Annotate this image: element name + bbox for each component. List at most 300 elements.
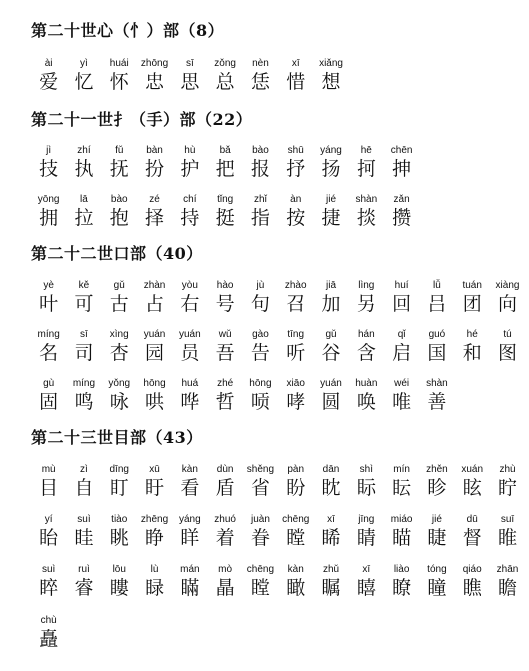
character-entry xyxy=(349,464,384,499)
pinyin-label: xiǎng xyxy=(319,58,343,69)
character-entry xyxy=(243,464,278,499)
pinyin-label: tú xyxy=(503,329,512,340)
pinyin-label: ruì xyxy=(78,564,90,575)
character-entry xyxy=(384,464,419,499)
chinese-character: 瞳 xyxy=(427,577,447,599)
character-entry xyxy=(384,194,419,229)
chinese-character: 句 xyxy=(250,293,270,315)
pinyin-label: zhàn xyxy=(143,280,166,291)
chinese-character: 团 xyxy=(462,293,482,315)
character-entry xyxy=(102,145,137,180)
chinese-character: 瞧 xyxy=(462,577,482,599)
pinyin-label: yáng xyxy=(320,145,342,156)
chinese-character: 自 xyxy=(74,477,94,499)
character-entry xyxy=(102,280,137,315)
chinese-character: 可 xyxy=(74,293,94,315)
pinyin-label: hōng xyxy=(143,378,166,389)
character-entry xyxy=(137,280,172,315)
chinese-character: 告 xyxy=(250,342,270,364)
section-heading-hand-radical: 第二十一世扌（手）部（22） xyxy=(31,110,253,129)
chinese-character: 拉 xyxy=(74,207,94,229)
character-entry xyxy=(243,145,278,180)
char-row xyxy=(31,378,455,413)
character-entry xyxy=(313,329,348,364)
chinese-character: 瞐 xyxy=(215,577,235,599)
pinyin-label: shū xyxy=(287,145,304,156)
pinyin-label: lìng xyxy=(358,280,375,291)
pinyin-label: tuán xyxy=(462,280,482,291)
chinese-character: 瞻 xyxy=(498,577,518,599)
pinyin-label: xìng xyxy=(109,329,129,340)
character-entry xyxy=(455,514,490,549)
character-entry xyxy=(137,58,172,93)
pinyin-label: suì xyxy=(77,514,91,525)
character-entry xyxy=(313,464,348,499)
pinyin-label: zé xyxy=(149,194,160,205)
character-entry xyxy=(243,280,278,315)
chinese-character: 瞰 xyxy=(286,577,306,599)
character-entry xyxy=(278,194,313,229)
chinese-character: 瞞 xyxy=(180,577,200,599)
chinese-character: 另 xyxy=(356,293,376,315)
chinese-character: 看 xyxy=(180,477,200,499)
pinyin-label: chēng xyxy=(282,514,310,525)
character-entry xyxy=(172,514,207,549)
pinyin-label: mán xyxy=(180,564,200,575)
chinese-character: 瞭 xyxy=(392,577,412,599)
chinese-character: 古 xyxy=(109,293,129,315)
pinyin-label: zhǐ xyxy=(254,194,267,205)
chinese-character: 叶 xyxy=(39,293,59,315)
char-row xyxy=(31,280,525,315)
section-heading-mouth-radical: 第二十二世口部（40） xyxy=(31,244,203,263)
character-entry xyxy=(313,564,348,599)
pinyin-label: yè xyxy=(43,280,54,291)
pinyin-label: gào xyxy=(252,329,269,340)
chinese-character: 右 xyxy=(180,293,200,315)
chinese-character: 督 xyxy=(462,527,482,549)
pinyin-label: hào xyxy=(216,280,234,291)
chinese-character: 扬 xyxy=(321,158,341,180)
chinese-character: 技 xyxy=(39,158,59,180)
chinese-character: 瞦 xyxy=(356,577,376,599)
character-entry xyxy=(419,514,454,549)
chinese-character: 盯 xyxy=(109,477,129,499)
chinese-character: 攒 xyxy=(392,207,412,229)
chinese-character: 抲 xyxy=(356,158,376,180)
pinyin-label: dū xyxy=(466,514,478,525)
chinese-character: 司 xyxy=(74,342,94,364)
chinese-character: 眭 xyxy=(74,527,94,549)
chinese-character: 眝 xyxy=(498,477,518,499)
chinese-character: 哮 xyxy=(286,391,306,413)
character-entry xyxy=(137,145,172,180)
character-entry xyxy=(137,378,172,413)
chinese-character: 眙 xyxy=(39,527,59,549)
section-heading-heart-radical: 第二十世心（忄）部（8） xyxy=(31,21,225,40)
chinese-character: 盼 xyxy=(286,477,306,499)
pinyin-label: xī xyxy=(362,564,371,575)
character-entry xyxy=(384,564,419,599)
character-entry xyxy=(455,564,490,599)
chinese-character: 抻 xyxy=(392,158,412,180)
pinyin-label: gù xyxy=(43,378,55,389)
pinyin-label: huái xyxy=(109,58,129,69)
chinese-character: 睢 xyxy=(498,527,518,549)
pinyin-label: qǐ xyxy=(397,329,406,340)
chinese-character: 按 xyxy=(286,207,306,229)
chinese-character: 眕 xyxy=(427,477,447,499)
pinyin-label: yuán xyxy=(320,378,342,389)
chinese-character: 惜 xyxy=(286,71,306,93)
character-entry xyxy=(207,378,242,413)
character-entry xyxy=(66,280,101,315)
chinese-character: 眎 xyxy=(356,477,376,499)
pinyin-label: dīng xyxy=(109,464,129,475)
chinese-character: 听 xyxy=(286,342,306,364)
chinese-character: 抱 xyxy=(109,207,129,229)
character-entry xyxy=(278,58,313,93)
character-entry xyxy=(66,58,101,93)
pinyin-label: àn xyxy=(290,194,302,205)
pinyin-label: yuán xyxy=(143,329,166,340)
pinyin-label: huá xyxy=(181,378,199,389)
pinyin-label: sī xyxy=(80,329,88,340)
pinyin-label: hán xyxy=(357,329,375,340)
chinese-character: 总 xyxy=(215,71,235,93)
pinyin-label: chù xyxy=(40,615,57,626)
section-heading-eye-radical: 第二十三世目部（43） xyxy=(31,428,203,447)
pinyin-label: xī xyxy=(291,58,300,69)
pinyin-label: wéi xyxy=(394,378,410,389)
character-entry xyxy=(384,514,419,549)
chinese-character: 员 xyxy=(180,342,200,364)
pinyin-label: qiáo xyxy=(462,564,482,575)
chinese-character: 瞜 xyxy=(109,577,129,599)
chinese-character: 眺 xyxy=(109,527,129,549)
pinyin-label: lù xyxy=(150,564,159,575)
character-entry xyxy=(172,280,207,315)
pinyin-label: liào xyxy=(393,564,410,575)
chinese-character: 唯 xyxy=(392,391,412,413)
chinese-character: 召 xyxy=(286,293,306,315)
chinese-character: 忠 xyxy=(145,71,165,93)
character-entry xyxy=(31,464,66,499)
chinese-character: 号 xyxy=(215,293,235,315)
character-entry xyxy=(102,514,137,549)
chinese-character: 盾 xyxy=(215,477,235,499)
pinyin-label: chēng xyxy=(246,564,275,575)
pinyin-label: yí xyxy=(44,514,53,525)
pinyin-label: míng xyxy=(37,329,60,340)
pinyin-label: guó xyxy=(428,329,446,340)
pinyin-label: zhuó xyxy=(214,514,236,525)
chinese-character: 吕 xyxy=(427,293,447,315)
character-entry xyxy=(278,564,313,599)
character-entry xyxy=(278,145,313,180)
chinese-character: 瞄 xyxy=(392,527,412,549)
character-entry xyxy=(102,564,137,599)
pinyin-label: xū xyxy=(149,464,160,475)
pinyin-label: yì xyxy=(80,58,88,69)
character-entry xyxy=(349,145,384,180)
chinese-character: 盱 xyxy=(145,477,165,499)
character-entry xyxy=(207,329,242,364)
character-entry xyxy=(66,145,101,180)
chinese-character: 加 xyxy=(321,293,341,315)
char-row xyxy=(31,329,525,364)
character-entry xyxy=(102,329,137,364)
character-entry xyxy=(207,58,242,93)
chinese-character: 启 xyxy=(392,342,412,364)
pinyin-label: chēn xyxy=(390,145,413,156)
chinese-character: 眃 xyxy=(392,477,412,499)
character-entry xyxy=(172,145,207,180)
pinyin-label: mò xyxy=(218,564,233,575)
pinyin-label: bào xyxy=(252,145,269,156)
chinese-character: 眻 xyxy=(180,527,200,549)
chinese-character: 圆 xyxy=(321,391,341,413)
pinyin-label: míng xyxy=(72,378,96,389)
character-entry xyxy=(243,329,278,364)
pinyin-label: chí xyxy=(183,194,197,205)
character-entry xyxy=(137,329,172,364)
character-entry xyxy=(455,280,490,315)
character-entry xyxy=(31,280,66,315)
pinyin-label: mín xyxy=(393,464,410,475)
chinese-character: 瞠 xyxy=(286,527,306,549)
chinese-character: 向 xyxy=(498,293,518,315)
character-entry xyxy=(137,564,172,599)
pinyin-label: sī xyxy=(185,58,194,69)
pinyin-label: zhǔ xyxy=(322,564,340,575)
pinyin-label: zhí xyxy=(77,145,91,156)
character-entry xyxy=(243,58,278,93)
chinese-character: 护 xyxy=(180,158,200,180)
chinese-character: 爱 xyxy=(39,71,59,93)
char-row xyxy=(31,58,349,93)
pinyin-label: hē xyxy=(360,145,372,156)
character-entry xyxy=(313,194,348,229)
character-entry xyxy=(490,280,525,315)
chinese-character: 执 xyxy=(74,158,94,180)
pinyin-label: huí xyxy=(394,280,409,291)
char-row xyxy=(31,514,525,549)
pinyin-label: fǔ xyxy=(115,145,124,156)
chinese-character: 思 xyxy=(180,71,200,93)
pinyin-label: xuán xyxy=(461,464,484,475)
pinyin-label: gǔ xyxy=(113,280,125,291)
pinyin-label: bàn xyxy=(146,145,163,156)
chinese-character: 含 xyxy=(356,342,376,364)
chinese-character: 怀 xyxy=(109,71,129,93)
character-entry xyxy=(384,329,419,364)
pinyin-label: zhōng xyxy=(140,58,169,69)
pinyin-label: zhé xyxy=(217,378,234,389)
character-entry xyxy=(172,564,207,599)
character-entry xyxy=(172,378,207,413)
chinese-character: 抚 xyxy=(109,158,129,180)
pinyin-label: mù xyxy=(41,464,56,475)
character-entry xyxy=(66,194,101,229)
character-entry xyxy=(349,378,384,413)
chinese-character: 拥 xyxy=(39,207,59,229)
chinese-character: 恁 xyxy=(250,71,270,93)
char-row xyxy=(31,564,525,599)
pinyin-label: huàn xyxy=(355,378,378,389)
character-entry xyxy=(278,378,313,413)
pinyin-label: lā xyxy=(80,194,88,205)
character-entry xyxy=(349,280,384,315)
pinyin-label: hōng xyxy=(249,378,272,389)
character-entry xyxy=(278,464,313,499)
pinyin-label: yòu xyxy=(181,280,198,291)
character-entry xyxy=(419,464,454,499)
pinyin-label: shàn xyxy=(426,378,448,389)
character-entry xyxy=(31,145,66,180)
character-entry xyxy=(313,378,348,413)
pinyin-label: shěng xyxy=(246,464,275,475)
character-entry xyxy=(31,194,66,229)
character-entry xyxy=(207,564,242,599)
pinyin-label: zhào xyxy=(284,280,307,291)
pinyin-label: suì xyxy=(41,564,56,575)
pinyin-label: zǎn xyxy=(393,194,410,205)
chinese-character: 回 xyxy=(392,293,412,315)
character-entry xyxy=(313,58,348,93)
character-entry xyxy=(31,564,66,599)
char-row xyxy=(31,615,66,650)
chinese-character: 扮 xyxy=(145,158,165,180)
pinyin-label: xiàng xyxy=(495,280,520,291)
chinese-character: 哗 xyxy=(180,391,200,413)
pinyin-label: jīng xyxy=(358,514,375,525)
character-entry xyxy=(172,58,207,93)
chinese-character: 哲 xyxy=(215,391,235,413)
chinese-character: 名 xyxy=(39,342,59,364)
character-entry xyxy=(207,514,242,549)
character-entry xyxy=(455,464,490,499)
pinyin-label: yōng xyxy=(37,194,60,205)
character-entry xyxy=(490,514,525,549)
chinese-character: 把 xyxy=(215,158,235,180)
pinyin-label: zì xyxy=(80,464,88,475)
pinyin-label: ài xyxy=(44,58,53,69)
pinyin-label: zhù xyxy=(499,464,516,475)
pinyin-label: hé xyxy=(466,329,478,340)
character-entry xyxy=(349,194,384,229)
pinyin-label: xiāo xyxy=(286,378,305,389)
pinyin-label: yáng xyxy=(178,514,201,525)
chinese-character: 睿 xyxy=(74,577,94,599)
chinese-character: 捷 xyxy=(321,207,341,229)
pinyin-label: yuán xyxy=(178,329,201,340)
chinese-character: 吾 xyxy=(215,342,235,364)
character-entry xyxy=(172,194,207,229)
pinyin-label: yǒng xyxy=(108,378,131,389)
character-entry xyxy=(349,564,384,599)
pinyin-label: kàn xyxy=(181,464,198,475)
chinese-character: 睩 xyxy=(145,577,165,599)
pinyin-label: lǚ xyxy=(433,280,441,291)
chinese-character: 杏 xyxy=(109,342,129,364)
pinyin-label: xī xyxy=(327,514,335,525)
chinese-character: 鸣 xyxy=(74,391,94,413)
pinyin-label: jié xyxy=(431,514,442,525)
pinyin-label: zhān xyxy=(496,564,519,575)
character-entry xyxy=(172,329,207,364)
character-entry xyxy=(137,464,172,499)
chinese-character: 矗 xyxy=(39,628,59,650)
character-entry xyxy=(31,58,66,93)
pinyin-label: tiào xyxy=(111,514,128,525)
character-entry xyxy=(172,464,207,499)
chinese-character: 和 xyxy=(462,342,482,364)
character-entry xyxy=(349,329,384,364)
chinese-character: 目 xyxy=(39,477,59,499)
chinese-character: 睟 xyxy=(39,577,59,599)
pinyin-label: tǐng xyxy=(217,194,234,205)
character-entry xyxy=(419,564,454,599)
chinese-character: 唝 xyxy=(250,391,270,413)
pinyin-label: jié xyxy=(326,194,337,205)
pinyin-label: zhěn xyxy=(426,464,448,475)
pinyin-label: dān xyxy=(322,464,340,475)
chinese-character: 图 xyxy=(498,342,518,364)
character-entry xyxy=(137,194,172,229)
pinyin-label: lōu xyxy=(112,564,126,575)
pinyin-label: jù xyxy=(256,280,265,291)
character-entry xyxy=(207,194,242,229)
chinese-character: 想 xyxy=(321,71,341,93)
chinese-character: 睁 xyxy=(145,527,165,549)
char-row xyxy=(31,194,419,229)
character-entry xyxy=(66,564,101,599)
character-entry xyxy=(207,280,242,315)
chinese-character: 园 xyxy=(145,342,165,364)
pinyin-label: tóng xyxy=(427,564,447,575)
character-entry xyxy=(243,194,278,229)
pinyin-label: hù xyxy=(184,145,196,156)
pinyin-label: kě xyxy=(78,280,90,291)
chinese-character: 掞 xyxy=(356,207,376,229)
character-entry xyxy=(243,564,278,599)
character-entry xyxy=(102,58,137,93)
character-entry xyxy=(384,280,419,315)
chinese-character: 眩 xyxy=(462,477,482,499)
character-entry xyxy=(31,378,66,413)
pinyin-label: nèn xyxy=(252,58,269,69)
chinese-character: 瞩 xyxy=(321,577,341,599)
character-entry xyxy=(31,615,66,650)
chinese-character: 抒 xyxy=(286,158,306,180)
character-entry xyxy=(313,145,348,180)
character-entry xyxy=(102,464,137,499)
chinese-character: 固 xyxy=(39,391,59,413)
character-entry xyxy=(490,564,525,599)
chinese-character: 善 xyxy=(427,391,447,413)
pinyin-label: zhēng xyxy=(140,514,169,525)
pinyin-label: tīng xyxy=(287,329,305,340)
pinyin-label: miáo xyxy=(390,514,413,525)
character-entry xyxy=(384,145,419,180)
pinyin-label: kàn xyxy=(287,564,304,575)
chinese-character: 睛 xyxy=(356,527,376,549)
character-entry xyxy=(384,378,419,413)
chinese-character: 持 xyxy=(180,207,200,229)
char-row xyxy=(31,145,419,180)
character-entry xyxy=(31,329,66,364)
